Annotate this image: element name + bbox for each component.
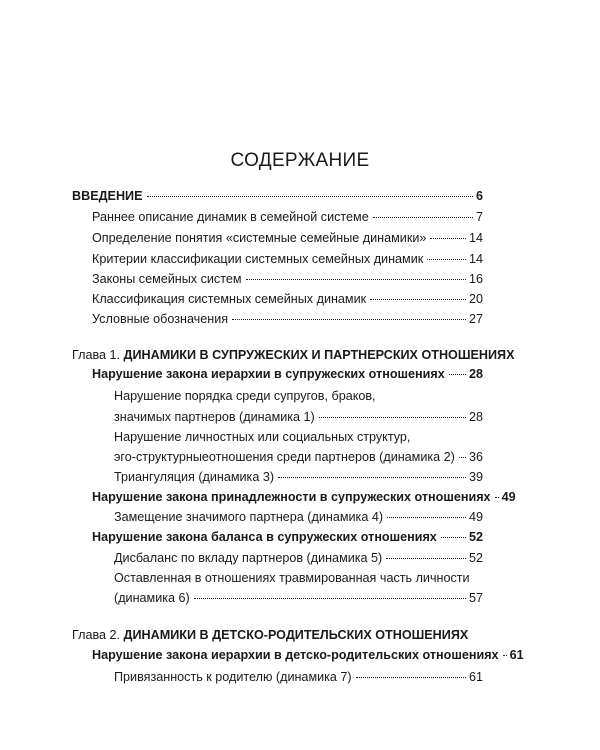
dot-leader: [373, 216, 473, 218]
toc-entry-label: Нарушение закона иерархии в детско-родительских отношениях: [92, 648, 499, 662]
toc-entry-page: 39: [468, 470, 483, 484]
toc-entry-label: Классификация системных семейных динамик: [92, 292, 367, 306]
toc-entry-label: Определение понятия «системные семейные динамики»: [92, 231, 427, 245]
toc-entry-label: Привязанность к родителю (динамика 7): [114, 670, 352, 684]
toc-entry-line: Нарушение личностных или социальных структур,: [114, 430, 411, 444]
toc-entry-label: эго-структурныеотношения среди партнеров (динамика 2): [114, 450, 455, 464]
chapter-heading-1: [72, 348, 515, 363]
toc-entry-page: 16: [468, 272, 483, 286]
toc-entry-label: Нарушение закона иерархии в супружеских отношениях: [92, 367, 445, 381]
toc-entry-page: 49: [468, 510, 483, 524]
toc-entry: [114, 510, 483, 525]
toc-entry-page: 27: [468, 312, 483, 326]
toc-entry-page: 28: [468, 367, 483, 381]
dot-leader: [356, 676, 466, 678]
dot-leader: [147, 195, 473, 197]
toc-entry-label: Законы семейных систем: [92, 272, 242, 286]
toc-entry-page: 6: [475, 189, 483, 203]
toc-entry-page: 61: [468, 670, 483, 684]
toc-entry: [114, 450, 483, 465]
dot-leader: [319, 416, 466, 418]
toc-entry-label: Замещение значимого партнера (динамика 4): [114, 510, 384, 524]
toc-entry-page: 14: [468, 252, 483, 266]
toc-entry-page: 20: [468, 292, 483, 306]
dot-leader: [427, 258, 466, 260]
dot-leader: [449, 373, 466, 375]
toc-entry: [92, 312, 483, 327]
toc-entry-label: Дисбаланс по вкладу партнеров (динамика 5): [114, 551, 383, 565]
dot-leader: [430, 237, 466, 239]
toc-entry-label: Раннее описание динамик в семейной системе: [92, 210, 369, 224]
toc-entry-page: 61: [509, 648, 524, 662]
dot-leader: [495, 496, 499, 498]
dot-leader: [232, 318, 466, 320]
toc-entry-label: (динамика 6): [114, 591, 190, 605]
chapter-number: Глава 2.: [72, 628, 121, 642]
toc-entry: [114, 670, 483, 685]
dot-leader: [459, 456, 466, 458]
toc-entry-label: Триангуляция (динамика 3): [114, 470, 275, 484]
toc-entry-page: 14: [468, 231, 483, 245]
dot-leader: [441, 536, 466, 538]
toc-entry-label: значимых партнеров (динамика 1): [114, 410, 315, 424]
toc-entry-line: Нарушение порядка среди супругов, браков,: [114, 389, 376, 403]
chapter-title: ДИНАМИКИ В ДЕТСКО-РОДИТЕЛЬСКИХ ОТНОШЕНИЯХ: [123, 628, 469, 642]
chapter-title: ДИНАМИКИ В СУПРУЖЕСКИХ И ПАРТНЕРСКИХ ОТНОШЕНИЯХ: [123, 348, 515, 362]
toc-entry: [92, 252, 483, 267]
toc-entry-page: 57: [468, 591, 483, 605]
dot-leader: [386, 557, 466, 559]
toc-entry: [92, 292, 483, 307]
chapter-heading-2: [72, 628, 468, 643]
toc-entry-page: 49: [501, 490, 516, 504]
dot-leader: [503, 654, 507, 656]
dot-leader: [278, 476, 466, 478]
toc-entry: [92, 210, 483, 225]
toc-entry-line: Оставленная в отношениях травмированная часть личности: [114, 571, 470, 585]
toc-entry-label: Условные обозначения: [92, 312, 229, 326]
toc-entry-label: Критерии классификации системных семейных динамик: [92, 252, 424, 266]
toc-entry-label: Нарушение закона принадлежности в супружеских отношениях: [92, 490, 491, 504]
toc-entry-label: Нарушение закона баланса в супружеских отношениях: [92, 530, 437, 544]
toc-section: [92, 490, 516, 505]
toc-entry-page: 7: [475, 210, 483, 224]
chapter-number: Глава 1.: [72, 348, 121, 362]
toc-entry-page: 52: [468, 530, 483, 544]
toc-entry-intro: [72, 189, 483, 204]
dot-leader: [387, 516, 466, 518]
toc-entry-label: ВВЕДЕНИЕ: [72, 189, 143, 203]
toc-section: [92, 648, 524, 663]
page-title: СОДЕРЖАНИЕ: [230, 150, 370, 171]
toc-entry-page: 28: [468, 410, 483, 424]
toc-section: [92, 530, 483, 545]
toc-section: [92, 367, 483, 382]
toc-entry-page: 36: [468, 450, 483, 464]
toc-entry-page: 52: [468, 551, 483, 565]
dot-leader: [194, 597, 466, 599]
toc-entry: [114, 551, 483, 566]
toc-entry: [92, 272, 483, 287]
toc-entry: [92, 231, 483, 246]
dot-leader: [246, 278, 466, 280]
toc-entry: [114, 591, 483, 606]
toc-entry: [114, 470, 483, 485]
dot-leader: [370, 298, 466, 300]
toc-entry: [114, 410, 483, 425]
